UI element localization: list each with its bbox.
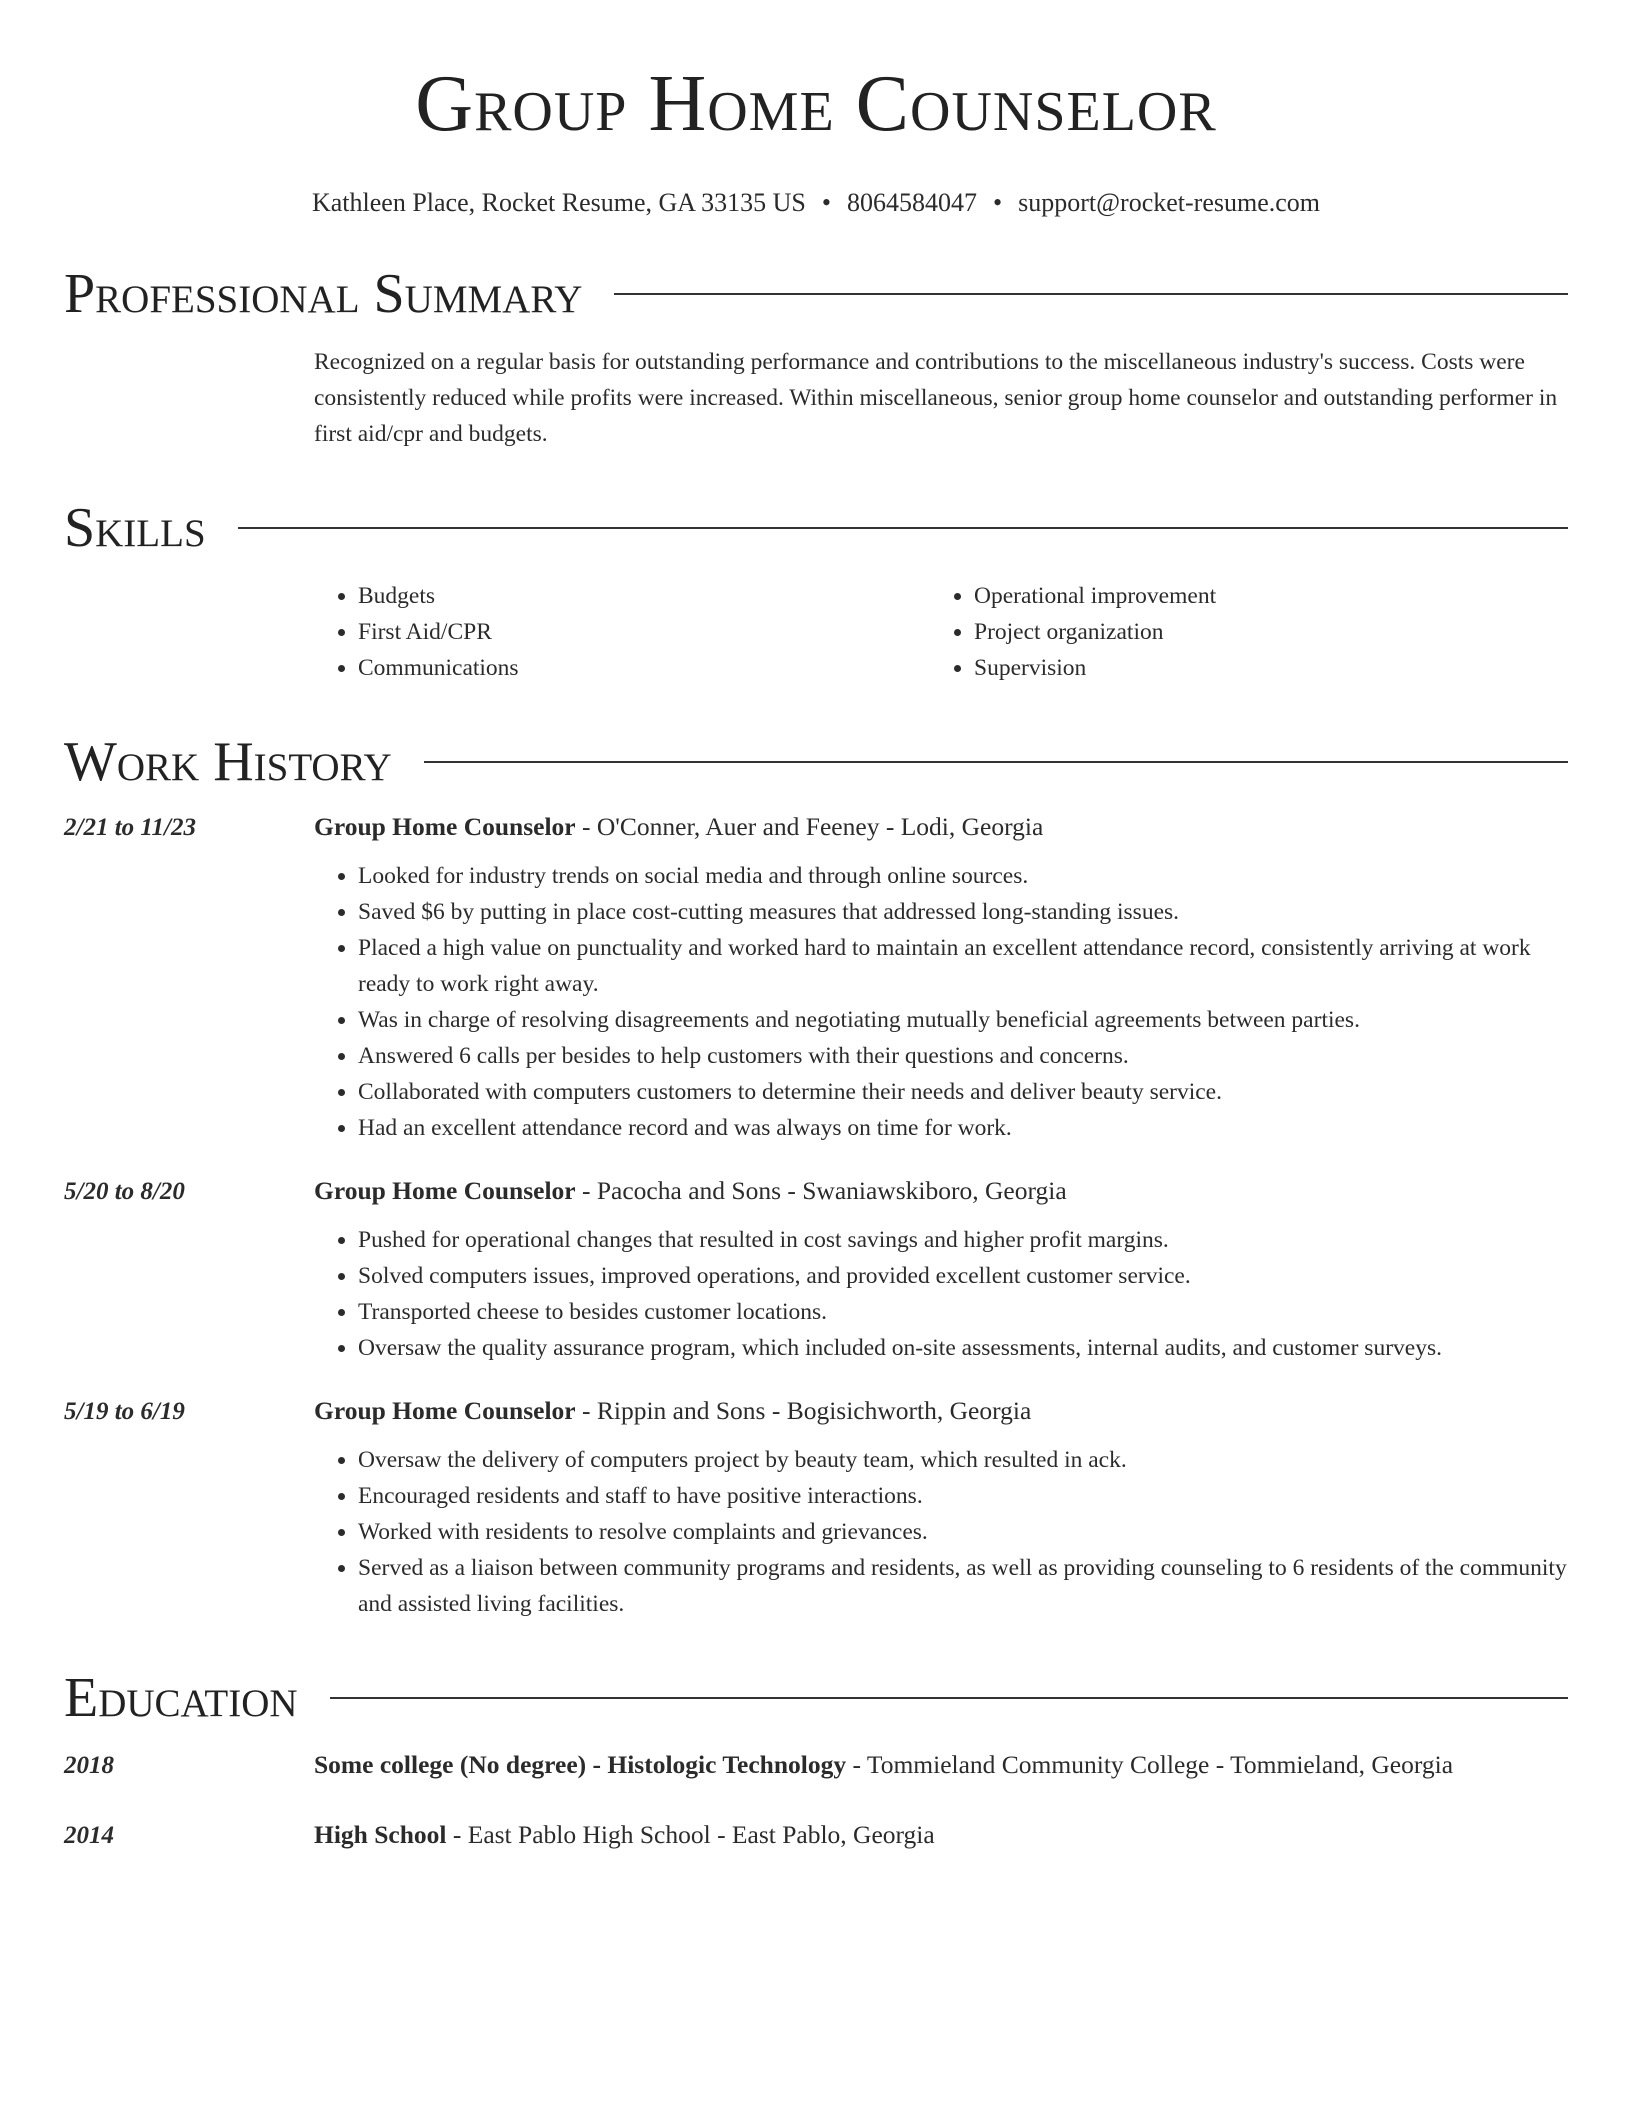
job-details: - Pacocha and Sons - Swaniawskiboro, Georgia [575, 1176, 1067, 1205]
job-title-line [314, 1396, 1031, 1426]
contact-email: support@rocket-resume.com [1018, 188, 1321, 217]
job-dates: 2/21 to 11/23 [64, 814, 196, 841]
education-degree: High School [314, 1820, 447, 1849]
job-entry [64, 1176, 1568, 1366]
education-section-header [64, 1668, 1568, 1728]
summary-text: Recognized on a regular basis for outstanding performance and contributions to the miscellaneous industry's success. Costs were consistently reduced while profits were increased. Within miscellaneous, senior group home counselor and outstanding performer in first aid/cpr and budgets. [314, 349, 1558, 447]
job-bullet: • Served as a liaison between community programs and residents, as well as providing counseling to 6 residents of the community and assisted living facilities. [358, 1550, 1568, 1622]
job-bullet: • Saved $6 by putting in place cost-cutting measures that addressed long-standing issues. [358, 894, 1568, 930]
job-bullet: • Looked for industry trends on social media and through online sources. [358, 858, 1568, 894]
job-bullet: • Solved computers issues, improved operations, and provided excellent customer service. [358, 1258, 1568, 1294]
skill-item: • Project organization [974, 614, 1546, 650]
job-dates: 5/19 to 6/19 [64, 1398, 185, 1425]
contact-address: Kathleen Place, Rocket Resume, GA 33135 US [311, 188, 806, 217]
section-divider [424, 761, 1568, 763]
contact-separator: • [993, 188, 1003, 217]
job-bullet: • Was in charge of resolving disagreements and negotiating mutually beneficial agreements between parties. [358, 1002, 1568, 1038]
education-heading: Education [64, 1667, 298, 1729]
contact-line [64, 188, 1568, 218]
section-divider [238, 527, 1568, 529]
job-entry [64, 812, 1568, 1146]
contact-phone: 8064584047 [847, 188, 977, 217]
section-divider [614, 293, 1568, 295]
education-details: - Tommieland Community College - Tommieland, Georgia [846, 1750, 1454, 1779]
job-dates: 5/20 to 8/20 [64, 1178, 185, 1205]
job-bullets [314, 1222, 1568, 1366]
education-details: - East Pablo High School - East Pablo, Georgia [446, 1820, 935, 1849]
skills-heading: Skills [64, 497, 206, 559]
work-heading: Work History [64, 731, 392, 793]
job-bullet: • Pushed for operational changes that resulted in cost savings and higher profit margins. [358, 1222, 1568, 1258]
skills-section-header [64, 498, 1568, 558]
job-title: Group Home Counselor [314, 812, 576, 841]
skills-column-right [930, 578, 1546, 686]
resume-name: Group Home Counselor [415, 60, 1217, 148]
job-title-line [314, 1176, 1067, 1206]
education-year: 2018 [64, 1752, 114, 1779]
skill-item: • Operational improvement [974, 578, 1546, 614]
job-bullet: • Had an excellent attendance record and was always on time for work. [358, 1110, 1568, 1146]
job-bullet: • Placed a high value on punctuality and worked hard to maintain an excellent attendance record, consistently arriving at work ready to work right away. [358, 930, 1568, 1002]
job-details: - O'Conner, Auer and Feeney - Lodi, Georgia [575, 812, 1044, 841]
education-degree: Some college (No degree) - Histologic Technology [314, 1750, 847, 1779]
section-divider [330, 1697, 1568, 1699]
skill-item: • Communications [358, 650, 930, 686]
job-title: Group Home Counselor [314, 1176, 576, 1205]
job-bullet: • Transported cheese to besides customer locations. [358, 1294, 1568, 1330]
job-bullet: • Oversaw the quality assurance program, which included on-site assessments, internal audits, and customer surveys. [358, 1330, 1568, 1366]
job-bullets [314, 858, 1568, 1146]
job-bullet: • Encouraged residents and staff to have positive interactions. [358, 1478, 1568, 1514]
job-bullet: • Oversaw the delivery of computers project by beauty team, which resulted in ack. [358, 1442, 1568, 1478]
job-entry [64, 1396, 1568, 1622]
work-section-header [64, 732, 1568, 792]
skill-item: • First Aid/CPR [358, 614, 930, 650]
skills-column-left [314, 578, 930, 686]
skill-item: • Budgets [358, 578, 930, 614]
summary-section-header [64, 264, 1568, 324]
job-details: - Rippin and Sons - Bogisichworth, Georgia [575, 1396, 1032, 1425]
contact-separator: • [821, 188, 831, 217]
job-bullet: • Answered 6 calls per besides to help customers with their questions and concerns. [358, 1038, 1568, 1074]
skills-list [314, 578, 1568, 686]
job-bullets [314, 1442, 1568, 1622]
education-year: 2014 [64, 1822, 114, 1849]
education-line [314, 1820, 935, 1850]
education-entry [64, 1750, 1568, 1780]
job-title-line [314, 812, 1043, 842]
education-line [314, 1750, 1453, 1780]
skill-item: • Supervision [974, 650, 1546, 686]
job-title: Group Home Counselor [314, 1396, 576, 1425]
job-bullet: • Worked with residents to resolve complaints and grievances. [358, 1514, 1568, 1550]
job-bullet: • Collaborated with computers customers to determine their needs and deliver beauty service. [358, 1074, 1568, 1110]
summary-heading: Professional Summary [64, 263, 583, 325]
education-entry [64, 1820, 1568, 1850]
